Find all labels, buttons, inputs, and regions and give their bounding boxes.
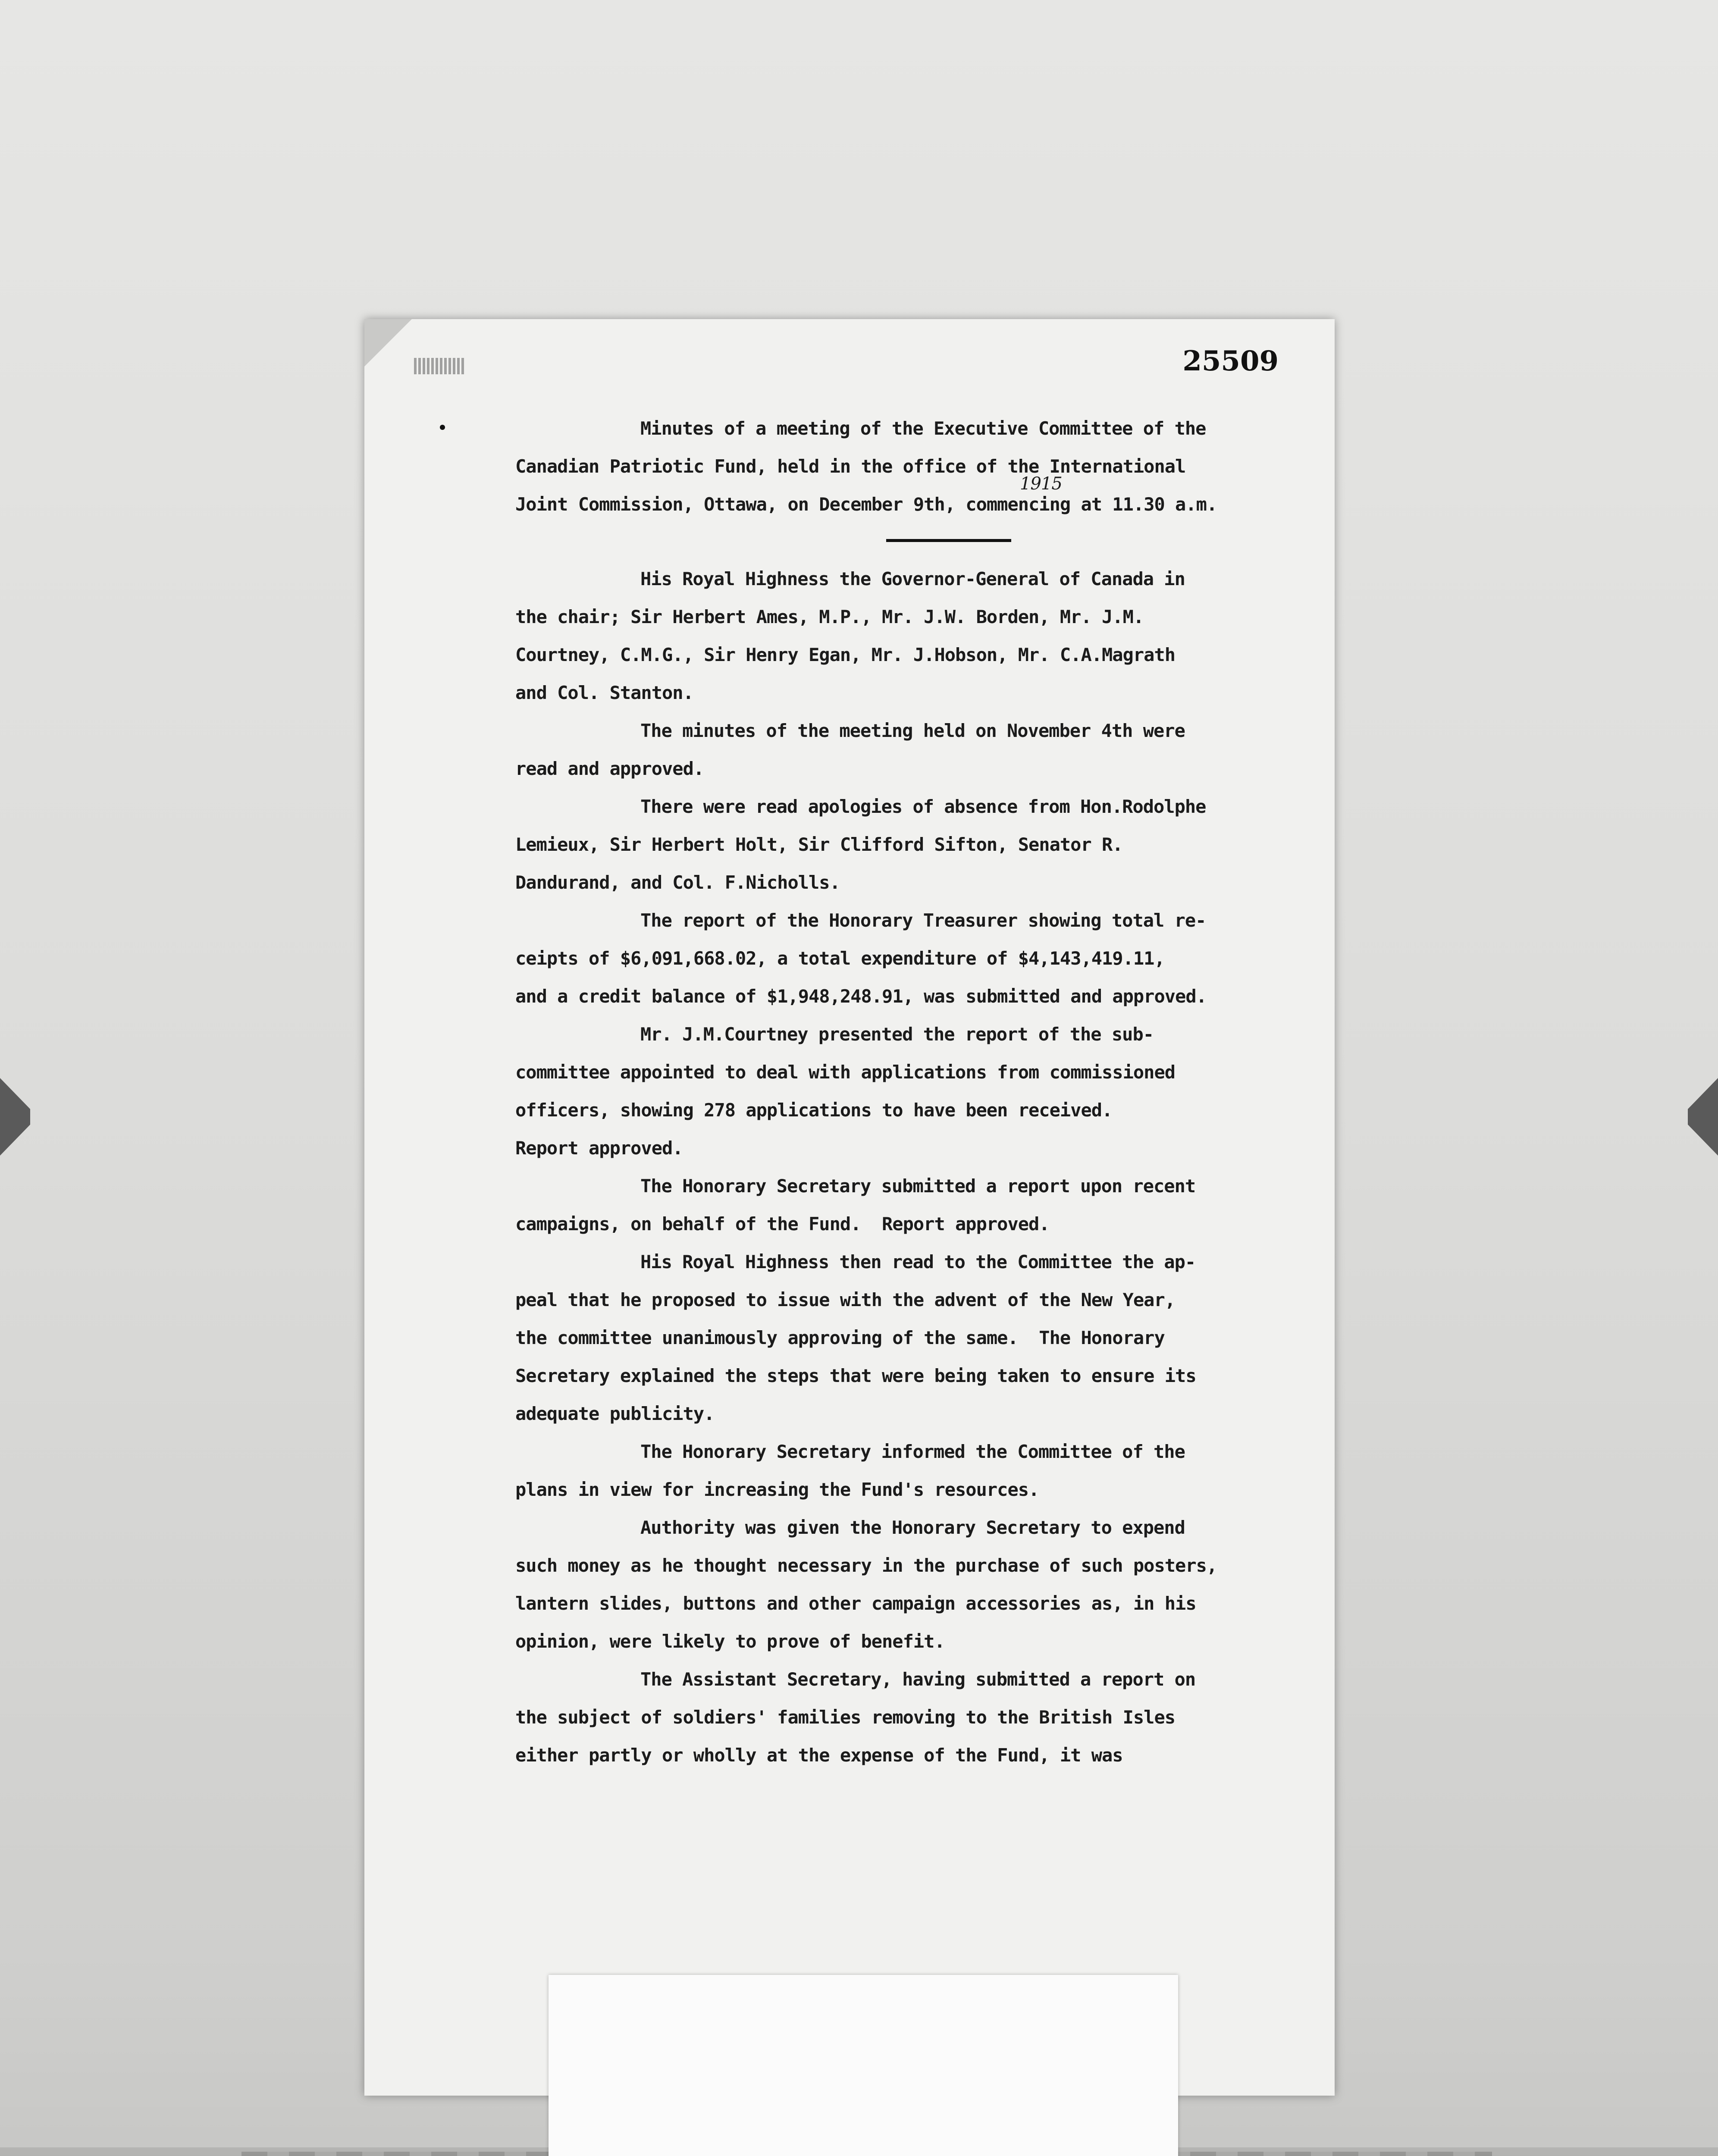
- paragraph-line: There were read apologies of absence from Hon.Rodolphe: [640, 796, 1206, 817]
- paragraph-line: Secretary explained the steps that were being taken to ensure its: [515, 1365, 1196, 1386]
- paragraph-line: such money as he thought necessary in the purchase of such posters,: [515, 1555, 1217, 1576]
- heading-line: Minutes of a meeting of the Executive Committee of the: [640, 418, 1206, 439]
- paragraph-line: read and approved.: [515, 758, 704, 779]
- paragraph-line: and Col. Stanton.: [515, 682, 693, 703]
- paragraph-line: The Honorary Secretary informed the Committee of the: [640, 1441, 1185, 1462]
- paragraph: [515, 1661, 1292, 1774]
- paragraph-line: The minutes of the meeting held on November 4th were: [640, 720, 1185, 741]
- collection-label-card: [549, 1975, 1178, 2156]
- paragraph-line: Lemieux, Sir Herbert Holt, Sir Clifford Sifton, Senator R.: [515, 834, 1123, 855]
- paragraph: [515, 1015, 1292, 1167]
- paragraph-line: His Royal Highness then read to the Committee the ap-: [640, 1251, 1196, 1272]
- paragraph-line: the chair; Sir Herbert Ames, M.P., Mr. J.W. Borden, Mr. J.M.: [515, 606, 1144, 627]
- paragraph-line: the committee unanimously approving of the same. The Honorary: [515, 1327, 1165, 1348]
- paragraph-line: ceipts of $6,091,668.02, a total expenditure of $4,143,419.11,: [515, 948, 1165, 969]
- heading-line: Canadian Patriotic Fund, held in the office of the International: [515, 456, 1186, 477]
- separator-rule: [886, 539, 1011, 542]
- paragraph-line: committee appointed to deal with applications from commissioned: [515, 1062, 1176, 1083]
- paragraph-line: campaigns, on behalf of the Fund. Report approved.: [515, 1213, 1050, 1235]
- paragraph: [515, 788, 1292, 902]
- paragraph: [515, 902, 1292, 1015]
- paragraph-line: Mr. J.M.Courtney presented the report of the sub-: [640, 1024, 1154, 1045]
- paragraph: [515, 1167, 1292, 1243]
- paragraph-line: either partly or wholly at the expense of the Fund, it was: [515, 1745, 1123, 1766]
- paragraph: [515, 1509, 1292, 1661]
- paragraph-line: The Honorary Secretary submitted a report upon recent: [640, 1175, 1196, 1197]
- paragraph-line: His Royal Highness the Governor-General of Canada in: [640, 568, 1185, 589]
- paragraph-line: the subject of soldiers' families removing to the British Isles: [515, 1707, 1176, 1728]
- paragraph-line: The Assistant Secretary, having submitted a report on: [640, 1669, 1196, 1690]
- typed-document-page: [364, 319, 1335, 2096]
- paragraph-line: lantern slides, buttons and other campaign accessories as, in his: [515, 1593, 1196, 1614]
- margin-dot: [440, 425, 445, 430]
- folded-corner: [364, 319, 412, 367]
- paragraph-line: Courtney, C.M.G., Sir Henry Egan, Mr. J.Hobson, Mr. C.A.Magrath: [515, 644, 1176, 665]
- paragraph: [515, 1243, 1292, 1433]
- document-heading: [515, 410, 1292, 523]
- document-body: [515, 410, 1292, 1774]
- paragraph-line: The report of the Honorary Treasurer showing total re-: [640, 910, 1206, 931]
- paragraph-line: opinion, were likely to prove of benefit.: [515, 1631, 945, 1652]
- paragraph-line: plans in view for increasing the Fund's resources.: [515, 1479, 1039, 1500]
- paragraph: [515, 560, 1292, 712]
- stamp-mark: [414, 358, 466, 374]
- paragraph-line: Report approved.: [515, 1138, 683, 1159]
- heading-line-text: Joint Commission, Ottawa, on December 9th, commencing at 11.30 a.m.: [515, 494, 1217, 515]
- paragraph-line: and a credit balance of $1,948,248.91, was submitted and approved.: [515, 986, 1207, 1007]
- paragraph-line: Dandurand, and Col. F.Nicholls.: [515, 872, 840, 893]
- paragraph: [515, 1433, 1292, 1509]
- paragraph: [515, 712, 1292, 788]
- paragraph-line: peal that he proposed to issue with the advent of the New Year,: [515, 1289, 1176, 1310]
- document-number: 25509: [1182, 345, 1279, 377]
- paragraph-line: officers, showing 278 applications to have been received.: [515, 1100, 1113, 1121]
- paragraph-line: Authority was given the Honorary Secretary to expend: [640, 1517, 1185, 1538]
- paragraph-line: adequate publicity.: [515, 1403, 715, 1424]
- heading-line: [515, 474, 1292, 523]
- handwritten-year: 1915: [1020, 474, 1062, 494]
